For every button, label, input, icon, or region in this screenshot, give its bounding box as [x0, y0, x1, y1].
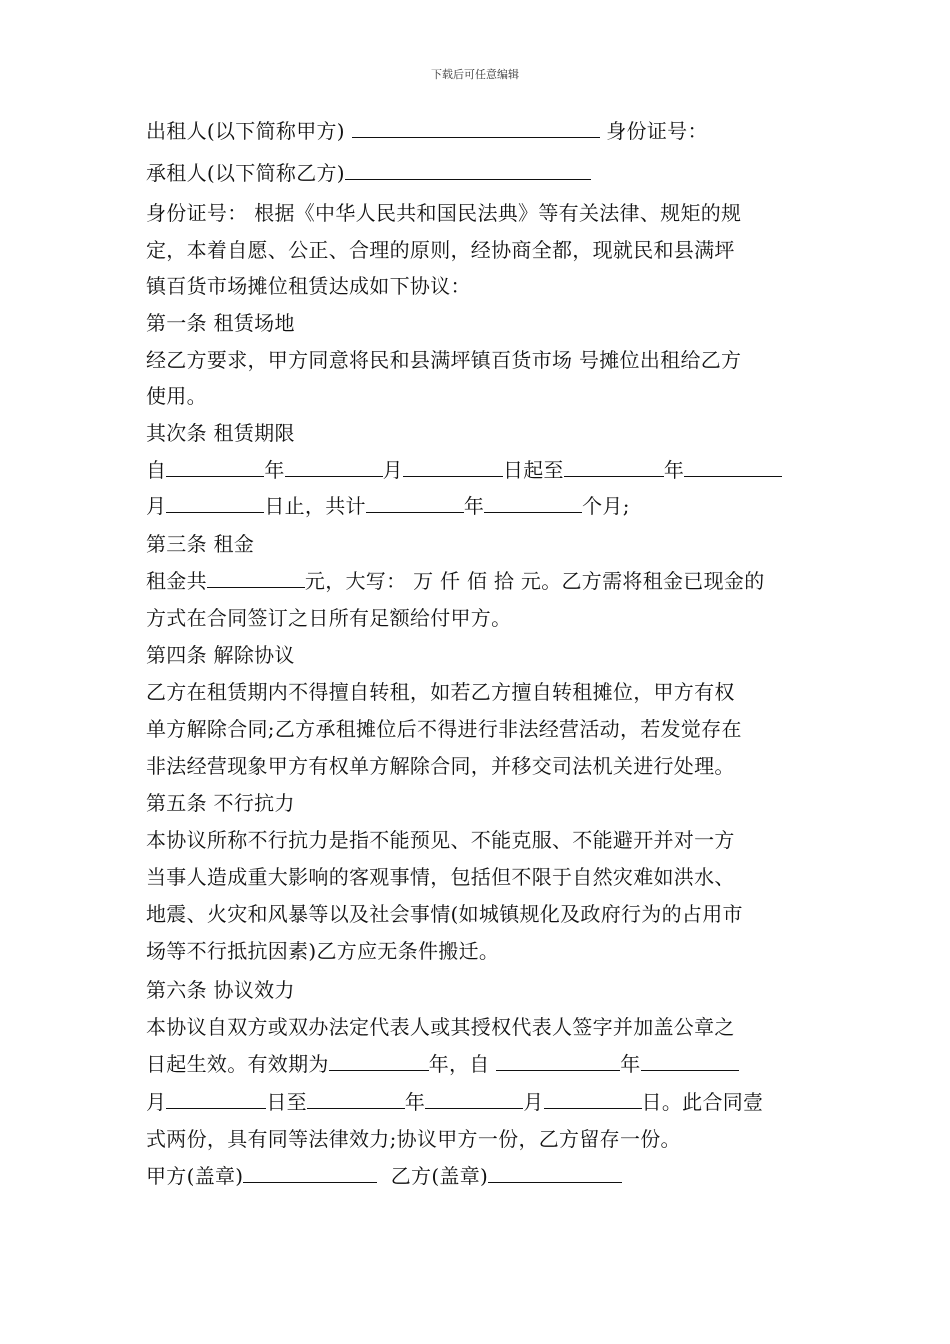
validity-years-blank[interactable]: [329, 1050, 429, 1071]
body-line: 式两份，具有同等法律效力;协议甲方一份，乙方留存一份。: [146, 1127, 681, 1151]
period-line: 月 日止，共计 年 个月;: [146, 494, 630, 518]
body-line: 当事人造成重大影响的客观事情，包括但不限于自然灾难如洪水、: [146, 865, 735, 889]
party-a-seal-blank[interactable]: [243, 1162, 377, 1183]
lessor-line: 出租人(以下简称甲方) 身份证号：: [146, 119, 708, 143]
body-line: 非法经营现象甲方有权单方解除合同，并移交司法机关进行处理。: [146, 754, 735, 778]
valid-to-year-blank[interactable]: [307, 1088, 405, 1109]
lessee-name-blank[interactable]: [345, 159, 591, 180]
lessee-line: 承租人(以下简称乙方): [146, 159, 591, 187]
body-line: 身份证号： 根据《中华人民共和国民法典》等有关法律、规矩的规: [146, 201, 742, 225]
total-months-blank[interactable]: [484, 492, 582, 513]
valid-to-month-blank[interactable]: [425, 1088, 523, 1109]
period-line: 自 年 月 日起至 年: [146, 456, 782, 484]
end-day-blank[interactable]: [166, 492, 264, 513]
rent-line: 租金共 元，大写： 万 仟 佰 拾 元。乙方需将租金已现金的: [146, 569, 765, 593]
body-line: 本协议所称不行抗力是指不能预见、不能克服、不能避开并对一方: [146, 828, 735, 852]
signature-line: 甲方(盖章) 乙方(盖章): [146, 1162, 622, 1190]
body-line: 经乙方要求，甲方同意将民和县满坪镇百货市场 号摊位出租给乙方: [146, 348, 742, 372]
lessor-name-blank[interactable]: [352, 117, 600, 138]
start-month-blank[interactable]: [285, 456, 383, 477]
body-line: 乙方在租赁期内不得擅自转租，如若乙方擅自转租摊位，甲方有权: [146, 680, 735, 704]
body-line: 单方解除合同;乙方承租摊位后不得进行非法经营活动，若发觉存在: [146, 717, 742, 741]
body-line: 定，本着自愿、公正、合理的原则，经协商全都，现就民和县满坪: [146, 238, 735, 262]
body-line: 场等不行抵抗因素)乙方应无条件搬迁。: [146, 939, 500, 963]
body-line: 使用。: [146, 384, 207, 408]
validity-line: 日起生效。有效期为 年，自 年: [146, 1050, 739, 1078]
section-heading: 第一条 租赁场地: [146, 311, 295, 335]
body-line: 地震、火灾和风暴等以及社会事情(如城镇规化及政府行为的占用市: [146, 902, 743, 926]
start-day-blank[interactable]: [403, 456, 503, 477]
section-heading: 第六条 协议效力: [146, 978, 295, 1002]
valid-from-day-blank[interactable]: [166, 1088, 266, 1109]
valid-from-year-blank[interactable]: [496, 1050, 620, 1071]
total-years-blank[interactable]: [366, 492, 464, 513]
section-heading: 第四条 解除协议: [146, 643, 295, 667]
section-heading: 第三条 租金: [146, 532, 255, 556]
body-line: 方式在合同签订之日所有足额给付甲方。: [146, 606, 512, 630]
body-line: 本协议自双方或双办法定代表人或其授权代表人签字并加盖公章之: [146, 1015, 735, 1039]
section-heading: 其次条 租赁期限: [146, 421, 295, 445]
page-header: 下载后可任意编辑: [431, 68, 519, 81]
end-month-blank[interactable]: [684, 456, 782, 477]
validity-line: 月 日至 年 月 日。此合同壹: [146, 1090, 764, 1114]
body-line: 镇百货市场摊位租赁达成如下协议：: [146, 274, 471, 298]
end-year-blank[interactable]: [564, 456, 664, 477]
valid-to-day-blank[interactable]: [544, 1088, 642, 1109]
start-year-blank[interactable]: [166, 456, 264, 477]
rent-amount-blank[interactable]: [207, 567, 305, 588]
section-heading: 第五条 不行抗力: [146, 791, 295, 815]
valid-from-month-blank[interactable]: [641, 1050, 739, 1071]
party-b-seal-blank[interactable]: [488, 1162, 622, 1183]
